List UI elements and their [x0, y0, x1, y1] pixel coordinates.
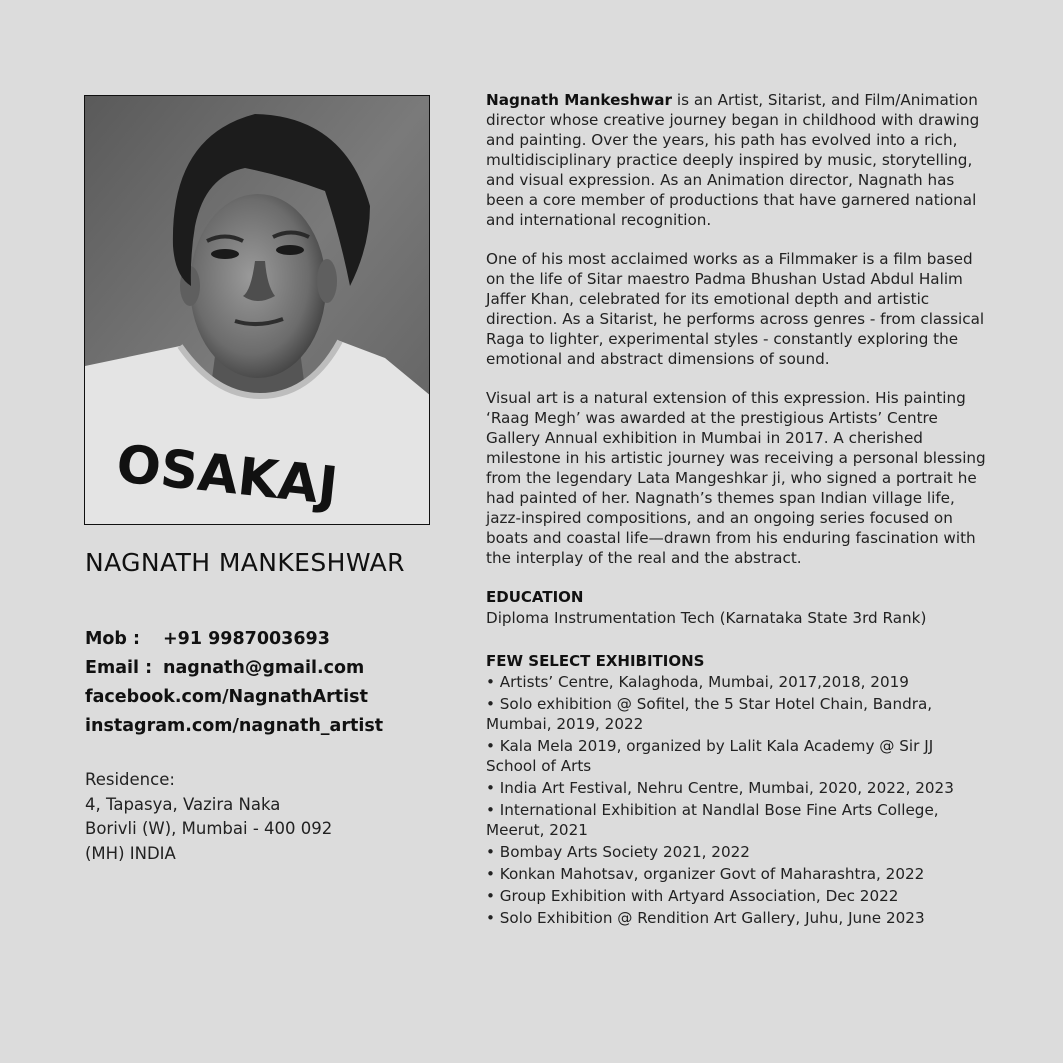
list-item: • Kala Mela 2019, organized by Lalit Kala Academy @ Sir JJ School of Arts: [486, 737, 934, 775]
list-item: • Solo exhibition @ Sofitel, the 5 Star Hotel Chain, Bandra, Mumbai, 2019, 2022: [486, 695, 933, 733]
list-item: • Bombay Arts Society 2021, 2022: [486, 843, 750, 861]
email-label: Email :: [85, 658, 153, 678]
residence-line-1: 4, Tapasya, Vazira Naka: [85, 794, 281, 814]
mobile-number[interactable]: +91 9987003693: [163, 629, 330, 649]
exhibitions-heading: FEW SELECT EXHIBITIONS: [486, 652, 705, 670]
list-item: • International Exhibition at Nandlal Bose Fine Arts College, Meerut, 2021: [486, 801, 939, 839]
shirt-print-text: OSAKAJ: [113, 434, 341, 518]
mobile-row: [85, 627, 383, 656]
residence-label: Residence:: [85, 770, 175, 789]
residence-line-3: (MH) INDIA: [85, 843, 176, 863]
bio-paragraph-1: [486, 90, 986, 230]
email-address[interactable]: nagnath@gmail.com: [163, 658, 365, 678]
instagram-link[interactable]: instagram.com/nagnath_artist: [85, 716, 384, 736]
bio-paragraph-1-text: is an Artist, Sitarist, and Film/Animation director whose creative journey began in childhood with drawing and painting. Over the years, his path has evolved into a rich, multidisciplinary practice deeply inspired by music, storytelling, and visual expression. As an Animation director, Nagnath has been a core member of productions that have garnered national and international recognition.: [486, 91, 980, 229]
list-item: • Group Exhibition with Artyard Association, Dec 2022: [486, 887, 899, 905]
bio-paragraph-2: One of his most acclaimed works as a Filmmaker is a film based on the life of Sitar maestro Padma Bhushan Ustad Abdul Halim Jaffer Khan, celebrated for its emotional depth and artistic direction. As a Sitarist, he performs across genres - from classical Raga to lighter, experimental styles - constantly exploring the emotional and abstract dimensions of sound.: [486, 250, 985, 368]
list-item: • Artists’ Centre, Kalaghoda, Mumbai, 2017,2018, 2019: [486, 673, 909, 691]
portrait-photo: [84, 95, 430, 525]
list-item: • Solo Exhibition @ Rendition Art Gallery, Juhu, June 2023: [486, 909, 925, 927]
residence-line-2: Borivli (W), Mumbai - 400 092: [85, 819, 333, 838]
exhibitions-list: [486, 672, 986, 928]
profile-name: NAGNATH MANKESHWAR: [85, 548, 405, 577]
mobile-label: Mob :: [85, 629, 141, 649]
bio-column: [486, 90, 986, 930]
bio-lead-name: Nagnath Mankeshwar: [486, 91, 673, 109]
contact-block: [85, 627, 383, 743]
list-item: • India Art Festival, Nehru Centre, Mumbai, 2020, 2022, 2023: [486, 779, 954, 797]
residence-block: [85, 768, 332, 866]
list-item: • Konkan Mahotsav, organizer Govt of Maharashtra, 2022: [486, 865, 925, 883]
email-row: [85, 656, 383, 685]
education-heading: EDUCATION: [486, 588, 584, 606]
facebook-link[interactable]: facebook.com/NagnathArtist: [85, 687, 368, 707]
bio-paragraph-3: Visual art is a natural extension of this expression. His painting ‘Raag Megh’ was awarded at the prestigious Artists’ Centre Gallery Annual exhibition in Mumbai in 2017. A cherished milestone in his artistic journey was receiving a personal blessing from the legendary Lata Mangeshkar ji, who signed a portrait he had painted of her. Nagnath’s themes span Indian village life, jazz-inspired compositions, and an ongoing series focused on boats and coastal life—drawn from his enduring fascination with the interplay of the real and the abstract.: [486, 389, 986, 567]
education-text: Diploma Instrumentation Tech (Karnataka State 3rd Rank): [486, 609, 927, 627]
portrait-image: [85, 96, 430, 525]
